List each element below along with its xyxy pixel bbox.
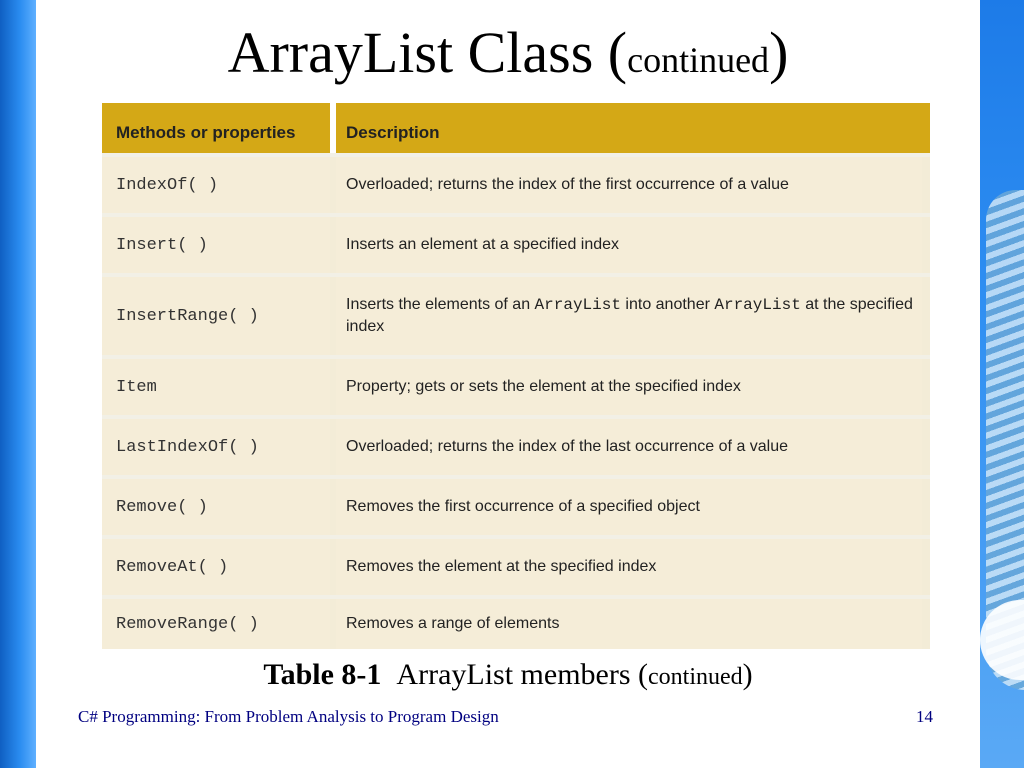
table-row xyxy=(102,157,930,213)
desc-code: ArrayList xyxy=(714,296,801,314)
method-name: RemoveAt( ) xyxy=(102,539,330,595)
desc-text: at the specified index xyxy=(346,296,913,335)
caption-text: ArrayList members ( xyxy=(396,658,649,691)
desc-text: Inserts the elements of an xyxy=(346,296,535,313)
table-row xyxy=(102,419,930,475)
desc-code: ArrayList xyxy=(534,296,621,314)
table-caption xyxy=(36,655,980,697)
method-name: Item xyxy=(102,359,330,415)
slide-canvas xyxy=(36,0,980,768)
method-description: Property; gets or sets the element at the specified index xyxy=(336,359,922,415)
footer-book-title: C# Programming: From Problem Analysis to Program Design xyxy=(78,707,499,726)
method-name: Insert( ) xyxy=(102,217,330,273)
method-name: InsertRange( ) xyxy=(102,277,330,355)
header-separator xyxy=(330,103,336,153)
method-name: Remove( ) xyxy=(102,479,330,535)
footer-page-number: 14 xyxy=(916,707,933,726)
method-name: IndexOf( ) xyxy=(102,157,330,213)
method-description: Inserts an element at a specified index xyxy=(336,217,922,273)
table-row xyxy=(102,359,930,415)
table-row xyxy=(102,277,930,355)
slide-title xyxy=(36,18,980,95)
method-description: Removes the element at the specified index xyxy=(336,539,922,595)
title-main-text: ArrayList Class ( xyxy=(227,20,628,85)
method-description xyxy=(336,277,922,355)
caption-close-paren: ) xyxy=(742,658,753,691)
method-name: RemoveRange( ) xyxy=(102,599,330,649)
title-close-paren: ) xyxy=(769,20,789,85)
desc-text: into another xyxy=(620,296,715,313)
table-row xyxy=(102,217,930,273)
caption-label: Table 8-1 xyxy=(263,658,382,691)
table-row xyxy=(102,539,930,595)
method-description: Overloaded; returns the index of the first occurrence of a value xyxy=(336,157,922,213)
header-description: Description xyxy=(346,123,440,142)
header-methods-properties: Methods or properties xyxy=(116,123,296,142)
method-description: Removes a range of elements xyxy=(336,599,922,649)
background-right-panel xyxy=(980,0,1024,768)
method-description: Overloaded; returns the index of the last occurrence of a value xyxy=(336,419,922,475)
method-description: Removes the first occurrence of a specified object xyxy=(336,479,922,535)
method-name: LastIndexOf( ) xyxy=(102,419,330,475)
caption-continued: continued xyxy=(648,664,743,690)
table-header xyxy=(102,103,930,153)
title-continued-text: continued xyxy=(627,40,770,80)
arraylist-members-table xyxy=(102,103,930,649)
table-row xyxy=(102,479,930,535)
background-left-panel xyxy=(0,0,36,768)
table-row xyxy=(102,599,930,649)
